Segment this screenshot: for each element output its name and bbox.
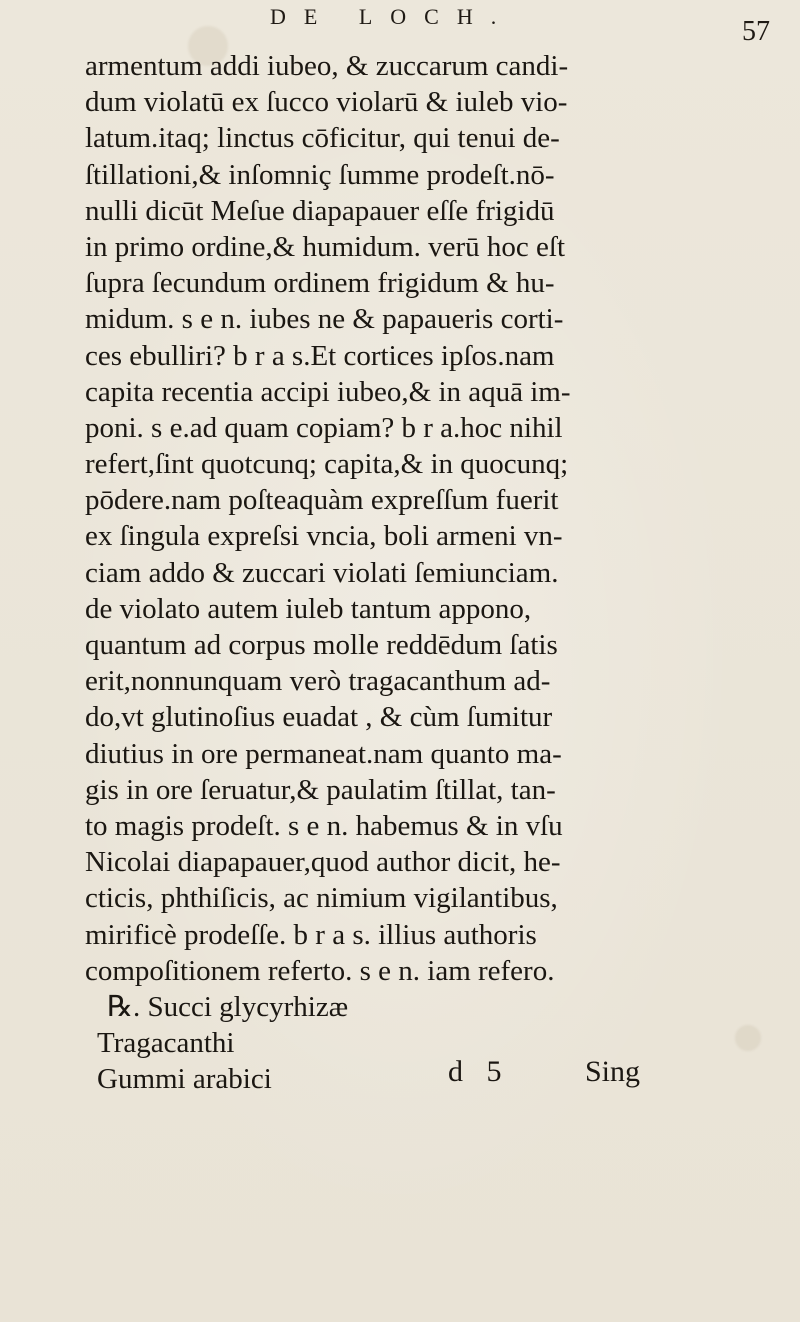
text-line: compoſitionem referto. s e n. iam refero. [85,954,555,987]
text-line: gis in ore ſeruatur,& paulatim ſtillat, tan- [85,773,556,806]
text-line: Nicolai diapapauer,quod author dicit, he- [85,846,561,879]
text-line: to magis prodeſt. s e n. habemus & in vſu [85,809,563,842]
text-line: erit,nonnunquam verò tragacanthum ad- [85,665,551,698]
text-line: mirificè prodeſſe. b r a s. illius authoris [85,918,537,951]
running-head: DE LOCH. [270,4,515,29]
text-line: nulli dicūt Meſue diapapauer eſſe frigidū [85,194,555,227]
text-line: capita recentia accipi iubeo,& in aquā im- [85,375,571,408]
text-line: latum.itaq; linctus cōficitur, qui tenui de- [85,122,560,155]
text-line: pōdere.nam poſteaquàm expreſſum fuerit [85,484,559,517]
recipe-line: Gummi arabici [97,1063,272,1096]
text-line: midum. s e n. iubes ne & papaueris corti- [85,303,564,336]
text-line: quantum ad corpus molle reddēdum ſatis [85,629,558,661]
page-header [0,2,800,47]
signature-mark: d 5 [448,1055,510,1088]
text-line: ſtillationi,& inſomniç ſumme prodeſt.nō- [85,158,555,191]
page-number: 57 [742,16,770,47]
text-line: in primo ordine,& humidum. verū hoc eſt [85,230,566,263]
text-line: dum violatū ex ſucco violarū & iuleb vio- [85,86,568,119]
page-footer [0,1055,800,1105]
text-line: refert,ſint quotcunq; capita,& in quocunq; [85,448,569,481]
recipe-line: Tragacanthi [97,1027,235,1060]
text-line: ces ebulliri? b r a s.Et cortices ipſos.nam [85,339,555,372]
text-line: ex ſingula expreſsi vncia, boli armeni vn- [85,520,563,553]
body-text [85,48,775,1097]
text-line: diutius in ore permaneat.nam quanto ma- [85,737,562,770]
text-line: de violato autem iuleb tantum appono, [85,592,532,625]
text-line: cticis, phthiſicis, ac nimium vigilantibus, [85,882,558,915]
text-line: poni. s e.ad quam copiam? b r a.hoc nihil [85,411,563,444]
text-line: ciam addo & zuccari violati ſemiunciam. [85,556,559,589]
text-line: armentum addi iubeo, & zuccarum candi- [85,50,569,82]
text-line: ſupra ſecundum ordinem frigidum & hu- [85,267,555,300]
catchword: Sing [585,1055,641,1088]
text-line: do,vt glutinoſius euadat , & cùm ſumitur [85,701,553,734]
recipe-line: ℞. Succi glycyrhizæ [107,990,349,1023]
